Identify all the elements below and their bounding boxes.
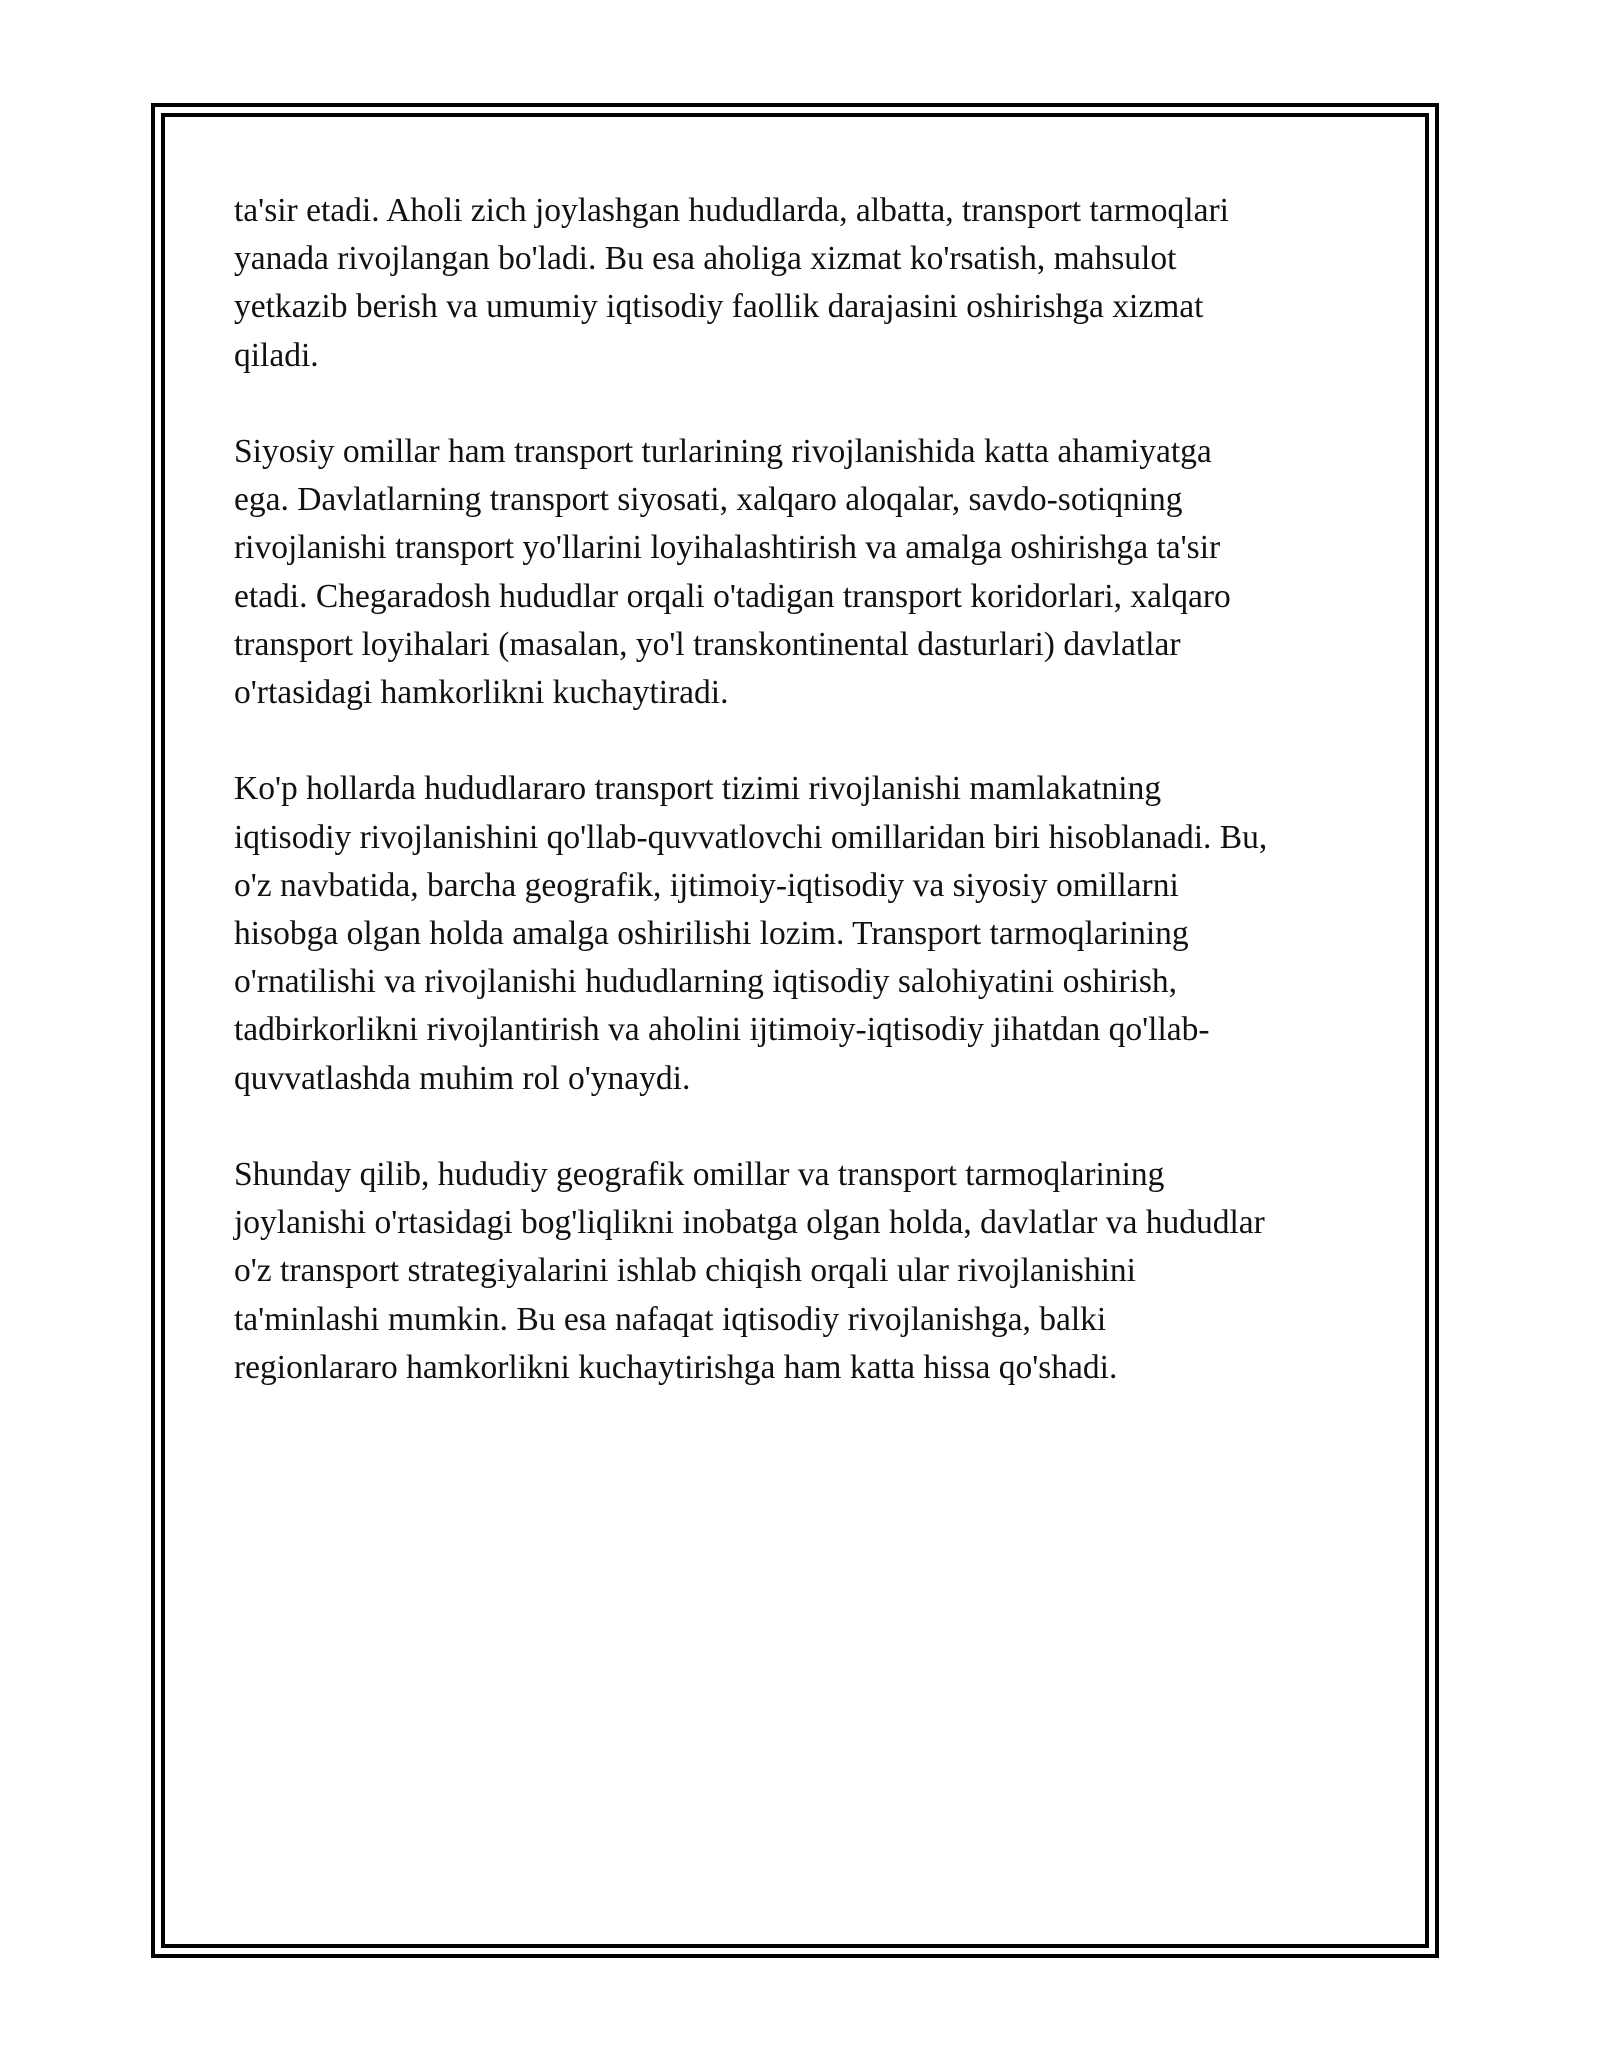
text-line: qiladi. [234, 336, 319, 374]
text-line: quvvatlashda muhim rol o'ynaydi. [234, 1059, 691, 1097]
text-line: Shunday qilib, hududiy geografik omillar va transport tarmoqlarining [234, 1156, 1165, 1194]
paragraph [234, 428, 1364, 717]
text-line: o'z navbatida, barcha geografik, ijtimoiy-iqtisodiy va siyosiy omillarni [234, 866, 1179, 904]
text-line: transport loyihalari (masalan, yo'l transkontinental dasturlari) davlatlar [234, 625, 1181, 663]
text-line: Ko'p hollarda hududlararo transport tizimi rivojlanishi mamlakatning [234, 770, 1162, 808]
text-line: Siyosiy omillar ham transport turlarining rivojlanishida katta ahamiyatga [234, 433, 1212, 470]
text-line: tadbirkorlikni rivojlantirish va aholini ijtimoiy-iqtisodiy jihatdan qo'llab- [234, 1011, 1210, 1049]
paragraph [234, 1151, 1364, 1392]
text-line: ta'sir etadi. Aholi zich joylashgan hududlarda, albatta, transport tarmoqlari [234, 192, 1229, 229]
text-line: regionlararo hamkorlikni kuchaytirishga ham katta hissa qo'shadi. [234, 1348, 1118, 1386]
text-line: joylanishi o'rtasidagi bog'liqlikni inobatga olgan holda, davlatlar va hududlar [234, 1204, 1265, 1242]
text-line: yanada rivojlangan bo'ladi. Bu esa aholiga xizmat ko'rsatish, mahsulot [234, 240, 1177, 278]
text-line: o'z transport strategiyalarini ishlab chiqish orqali ular rivojlanishini [234, 1252, 1136, 1290]
paragraph [234, 187, 1364, 380]
text-line: ega. Davlatlarning transport siyosati, xalqaro aloqalar, savdo-sotiqning [234, 481, 1183, 519]
text-line: hisobga olgan holda amalga oshirilishi lozim. Transport tarmoqlarining [234, 915, 1189, 953]
paragraph [234, 765, 1364, 1102]
text-line: rivojlanishi transport yo'llarini loyihalashtirish va amalga oshirishga ta'sir [234, 529, 1221, 567]
text-line: etadi. Chegaradosh hududlar orqali o'tadigan transport koridorlari, xalqaro [234, 577, 1231, 615]
document-body [234, 187, 1364, 1440]
text-line: o'rtasidagi hamkorlikni kuchaytiradi. [234, 674, 729, 712]
text-line: o'rnatilishi va rivojlanishi hududlarning iqtisodiy salohiyatini oshirish, [234, 963, 1178, 1001]
text-line: ta'minlashi mumkin. Bu esa nafaqat iqtisodiy rivojlanishga, balki [234, 1300, 1107, 1338]
text-line: iqtisodiy rivojlanishini qo'llab-quvvatlovchi omillaridan biri hisoblanadi. Bu, [234, 818, 1268, 856]
text-line: yetkazib berish va umumiy iqtisodiy faollik darajasini oshirishga xizmat [234, 288, 1204, 326]
